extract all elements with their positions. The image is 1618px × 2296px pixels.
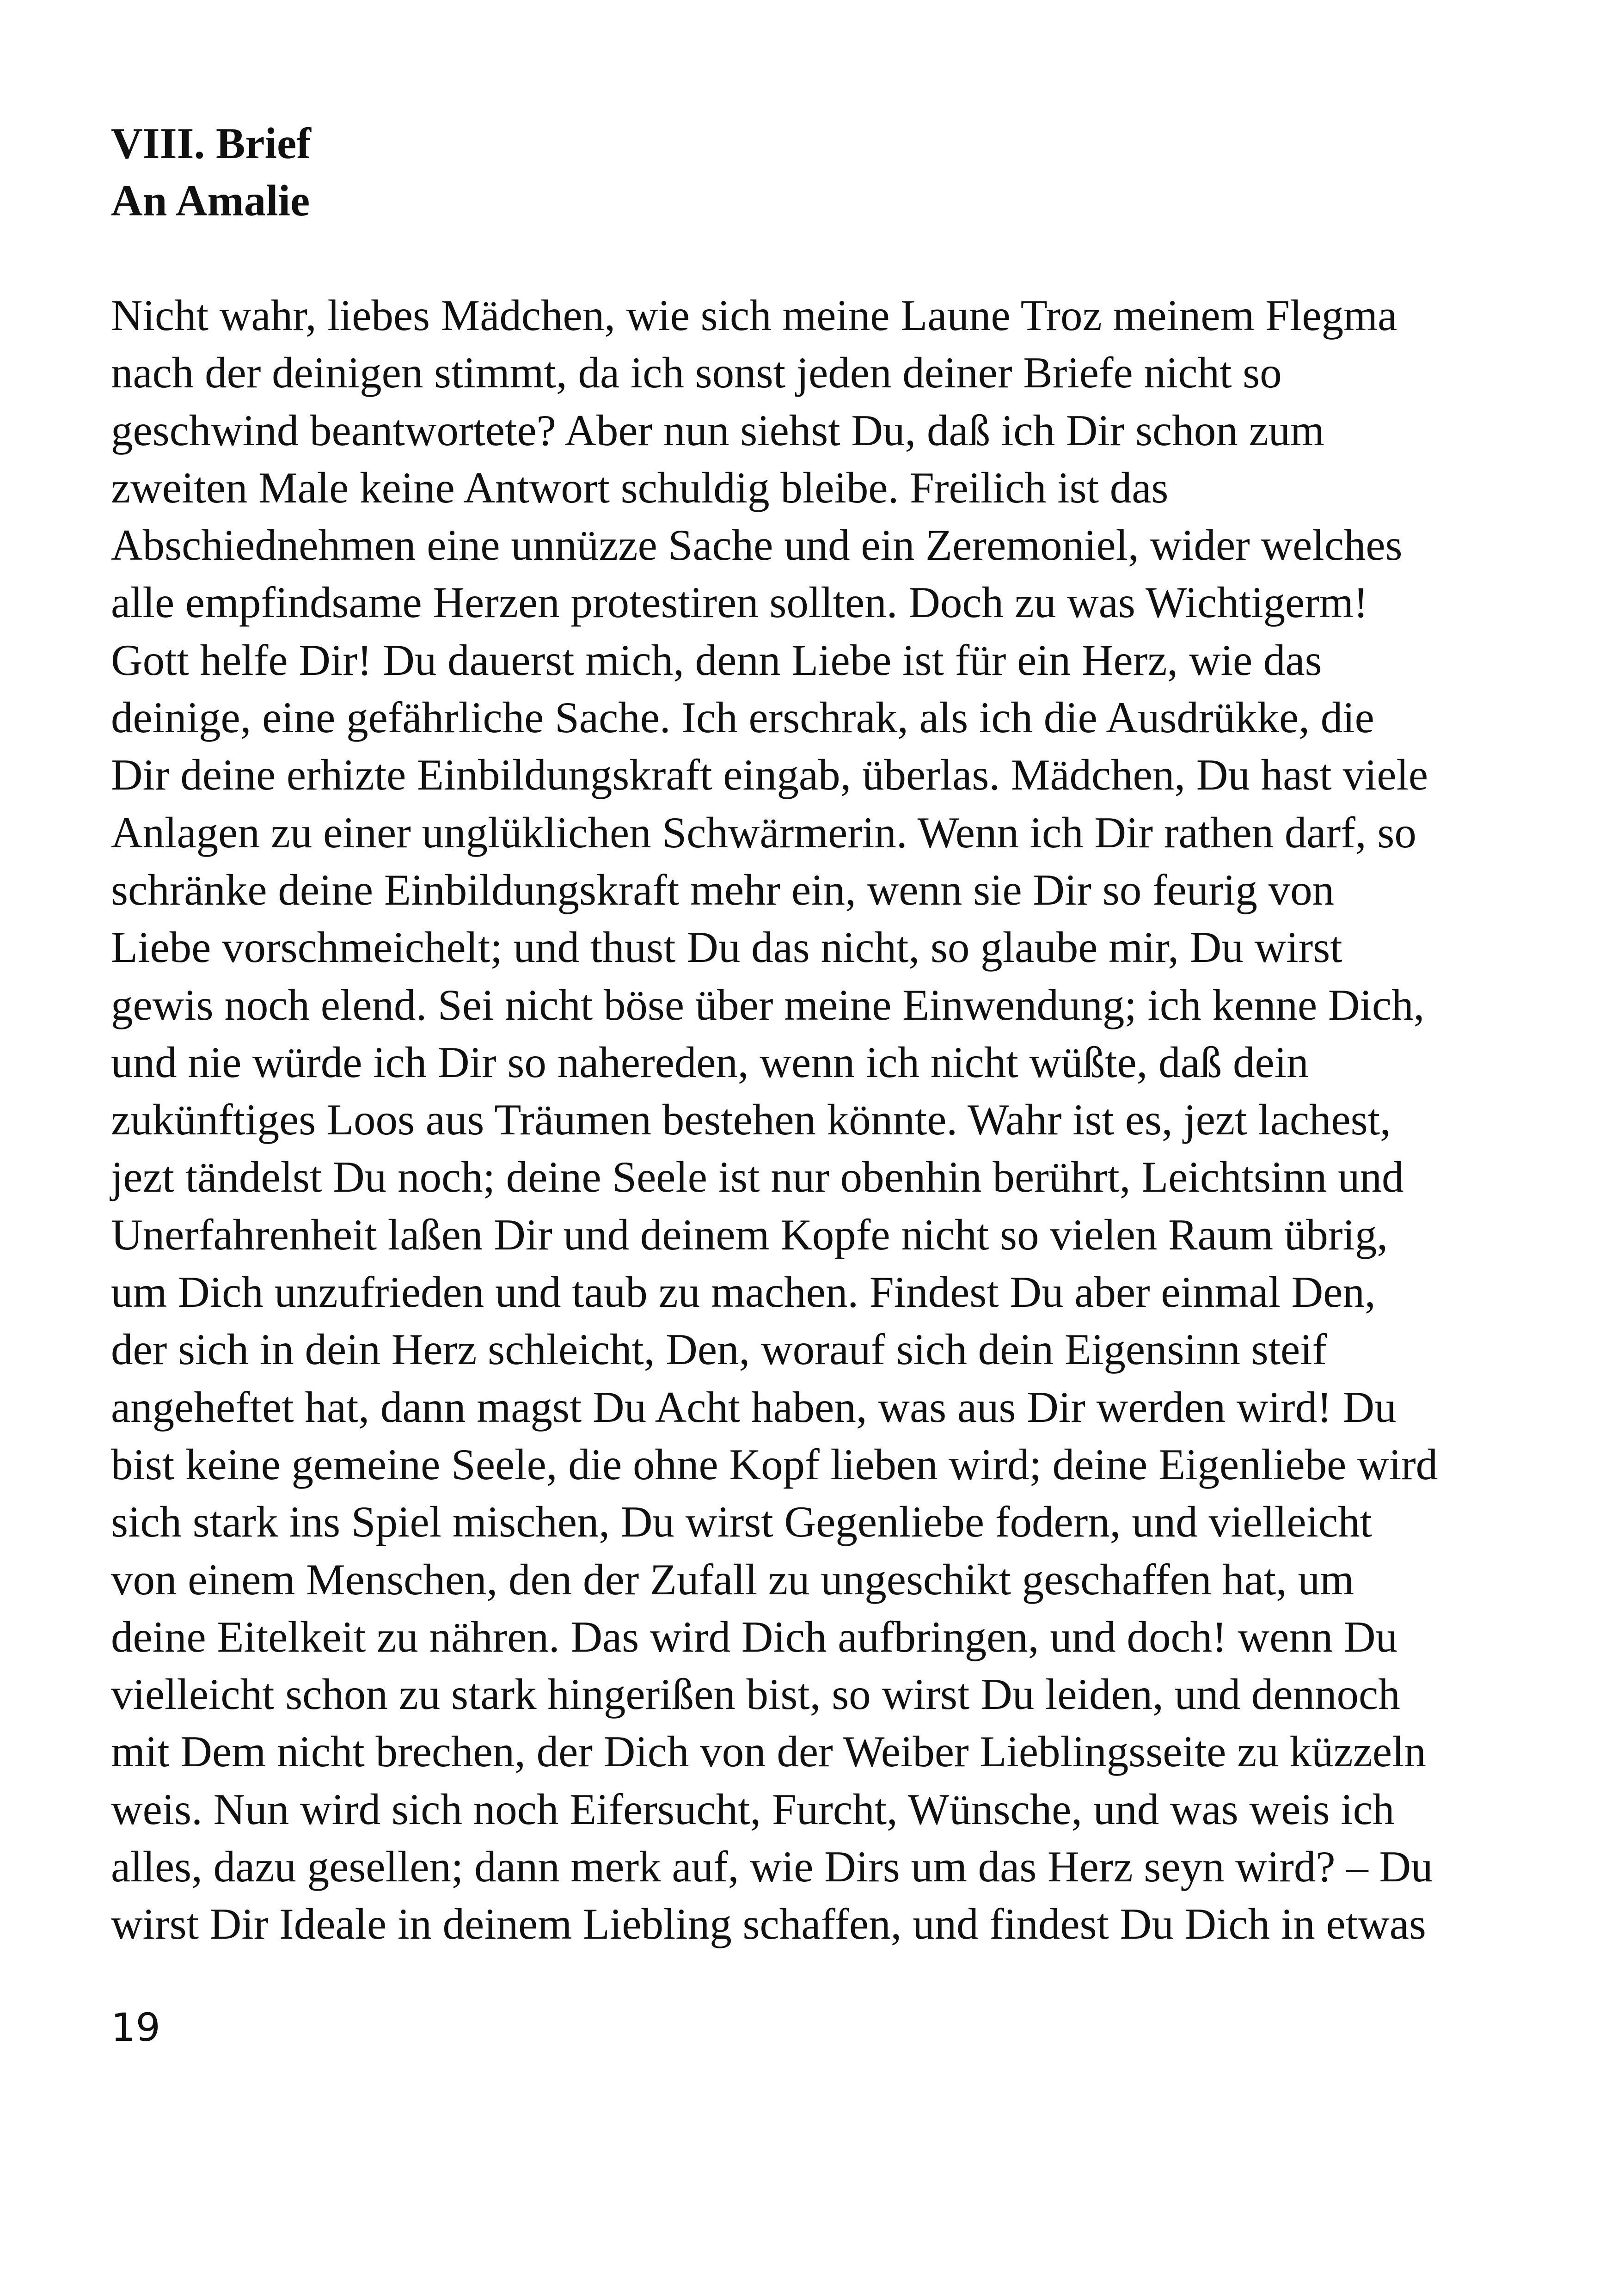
body-line: von einem Menschen, den der Zufall zu ungeschikt geschaffen hat, um xyxy=(111,1555,1354,1604)
body-line: sich stark ins Spiel mischen, Du wirst Gegenliebe fodern, und vielleicht xyxy=(111,1497,1373,1547)
body-line: schränke deine Einbildungskraft mehr ein, wenn sie Dir so feurig von xyxy=(111,865,1335,914)
body-line: und nie würde ich Dir so nahereden, wenn ich nicht wüßte, daß dein xyxy=(111,1037,1309,1087)
body-line: zweiten Male keine Antwort schuldig bleibe. Freilich ist das xyxy=(111,463,1169,512)
body-line: Unerfahrenheit laßen Dir und deinem Kopfe nicht so vielen Raum übrig, xyxy=(111,1210,1388,1259)
body-line: wirst Dir Ideale in deinem Liebling schaffen, und findest Du Dich in etwas xyxy=(111,1899,1426,1949)
body-line: nach der deinigen stimmt, da ich sonst jeden deiner Briefe nicht so xyxy=(111,348,1282,398)
body-line: Anlagen zu einer unglüklichen Schwärmerin. Wenn ich Dir rathen darf, so xyxy=(111,808,1416,857)
body-line: Dir deine erhizte Einbildungskraft eingab, überlas. Mädchen, Du hast viele xyxy=(111,750,1428,800)
body-line: weis. Nun wird sich noch Eifersucht, Furcht, Wünsche, und was weis ich xyxy=(111,1784,1395,1834)
body-line: mit Dem nicht brechen, der Dich von der Weiber Lieblingsseite zu küzzeln xyxy=(111,1727,1426,1776)
body-line: Liebe vorschmeichelt; und thust Du das nicht, so glaube mir, Du wirst xyxy=(111,923,1342,972)
body-line: jezt tändelst Du noch; deine Seele ist nur obenhin berührt, Leichtsinn und xyxy=(111,1152,1404,1202)
body-line: vielleicht schon zu stark hingerißen bist, so wirst Du leiden, und dennoch xyxy=(111,1670,1400,1719)
body-line: deinige, eine gefährliche Sache. Ich erschrak, als ich die Ausdrükke, die xyxy=(111,693,1374,742)
body-line: bist keine gemeine Seele, die ohne Kopf lieben wird; deine Eigenliebe wird xyxy=(111,1439,1438,1489)
page-number: 19 xyxy=(111,2005,160,2050)
body-line: gewis noch elend. Sei nicht böse über meine Einwendung; ich kenne Dich, xyxy=(111,980,1425,1029)
body-line: Gott helfe Dir! Du dauerst mich, denn Liebe ist für ein Herz, wie das xyxy=(111,635,1322,685)
body-line: geschwind beantwortete? Aber nun siehst Du, daß ich Dir schon zum xyxy=(111,405,1325,455)
body-line: um Dich unzufrieden und taub zu machen. Findest Du aber einmal Den, xyxy=(111,1267,1376,1317)
letter-heading xyxy=(111,115,1498,229)
body-line: deine Eitelkeit zu nähren. Das wird Dich aufbringen, und doch! wenn Du xyxy=(111,1612,1398,1661)
body-line: der sich in dein Herz schleicht, Den, worauf sich dein Eigensinn steif xyxy=(111,1325,1327,1374)
letter-title: VIII. Brief xyxy=(111,119,311,168)
letter-recipient: An Amalie xyxy=(111,176,310,225)
letter-body xyxy=(111,287,1526,1953)
body-line: alle empfindsame Herzen protestiren sollten. Doch zu was Wichtigerm! xyxy=(111,578,1368,627)
body-line: alles, dazu gesellen; dann merk auf, wie Dirs um das Herz seyn wird? – Du xyxy=(111,1842,1433,1892)
body-line: angeheftet hat, dann magst Du Acht haben, was aus Dir werden wird! Du xyxy=(111,1382,1397,1432)
body-line: Nicht wahr, liebes Mädchen, wie sich meine Laune Troz meinem Flegma xyxy=(111,291,1397,340)
body-line: zukünftiges Loos aus Träumen bestehen könnte. Wahr ist es, jezt lachest, xyxy=(111,1095,1391,1145)
body-line: Abschiednehmen eine unnüzze Sache und ein Zeremoniel, wider welches xyxy=(111,520,1403,570)
